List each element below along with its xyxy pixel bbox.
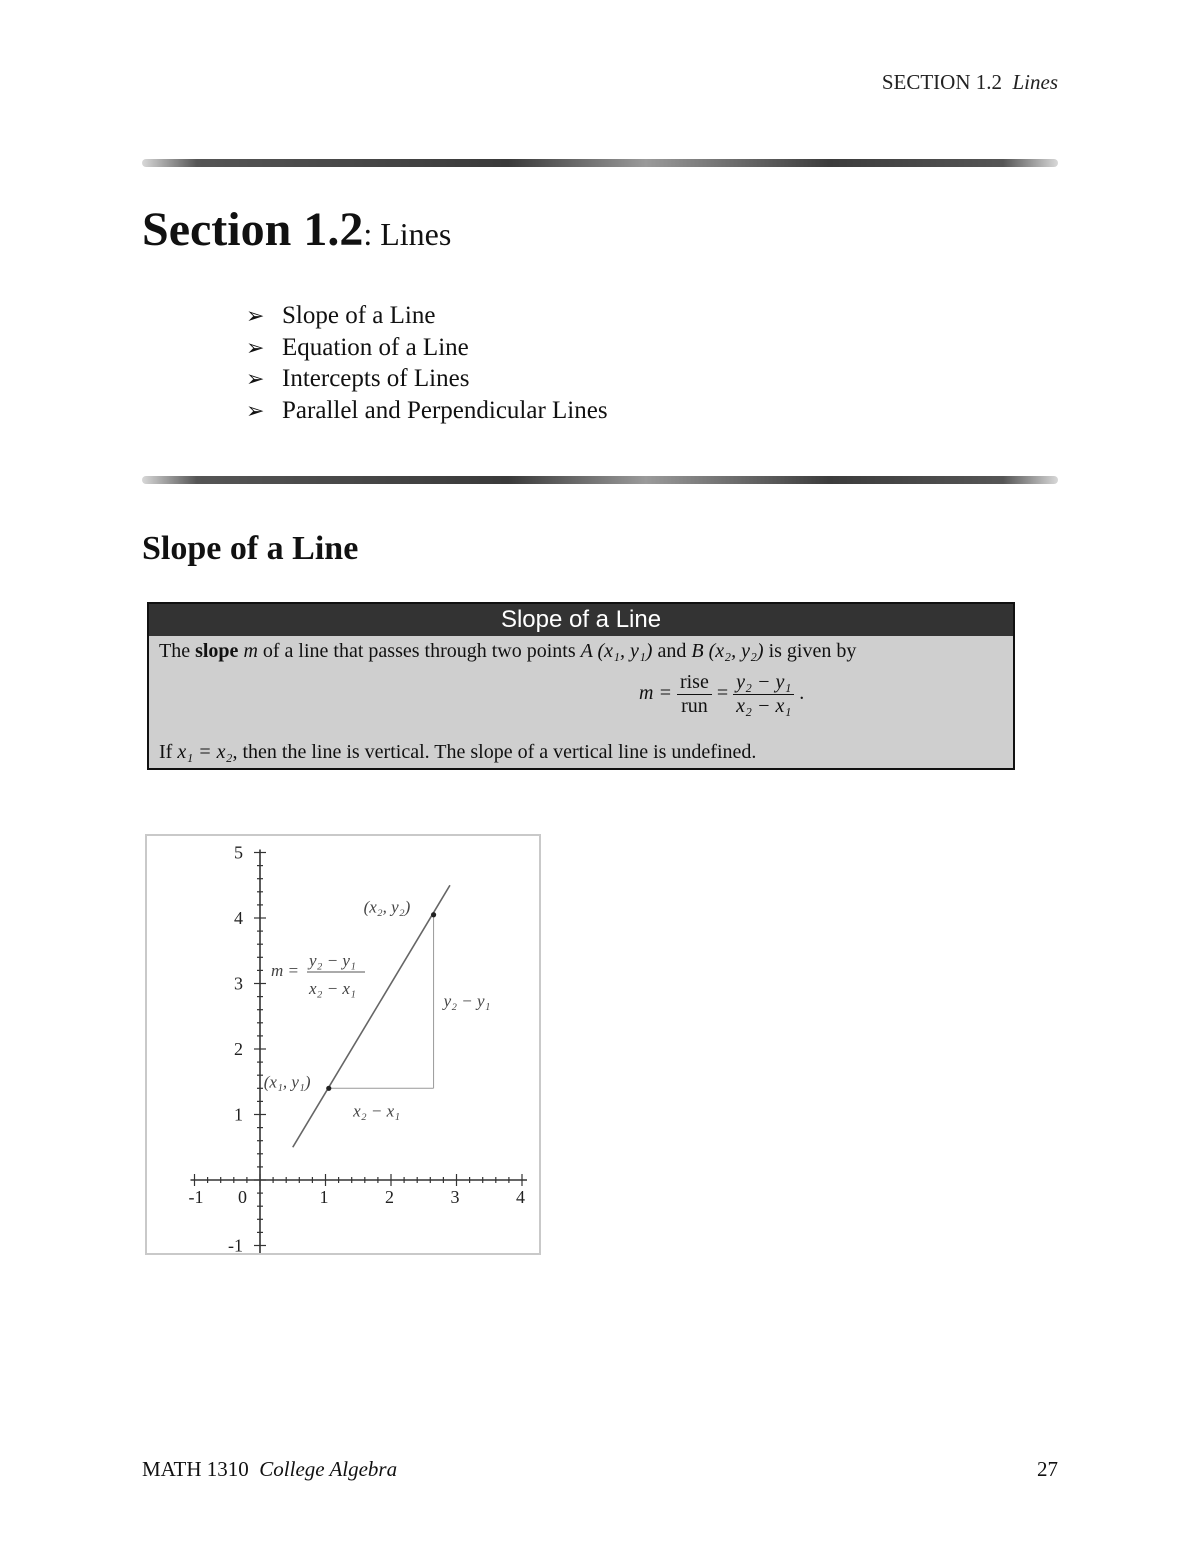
formula-rise: rise xyxy=(677,671,712,695)
point-b: B (x₂, y₂) xyxy=(691,640,764,662)
bottom-divider xyxy=(142,476,1058,484)
topic-item xyxy=(246,395,608,427)
topic-label: Parallel and Perpendicular Lines xyxy=(282,396,608,424)
chart-labels xyxy=(189,843,526,1254)
definition-variable: m xyxy=(243,640,258,662)
formula-run: run xyxy=(681,695,708,717)
x-tick-label: 4 xyxy=(516,1187,525,1207)
y-tick-label: 1 xyxy=(234,1104,243,1125)
definition-text: and xyxy=(657,640,687,662)
y-tick-label: 3 xyxy=(234,973,243,994)
slope-annotation-lhs: m = xyxy=(271,961,299,980)
arrow-bullet-icon: ➢ xyxy=(246,367,265,392)
x-tick-label: -1 xyxy=(188,1187,204,1207)
point-label: (x₂, y₂) xyxy=(363,897,411,917)
y-tick-label: -1 xyxy=(228,1235,243,1253)
definition-text: of a line that passes through two points xyxy=(262,640,576,662)
vertical-condition: x₁ = x₂ xyxy=(177,741,233,763)
definition-term: slope xyxy=(195,640,239,662)
x-tick-label: 3 xyxy=(450,1187,460,1207)
title-colon: : xyxy=(363,216,373,252)
running-head-topic: Lines xyxy=(1012,70,1058,94)
formula-period: . xyxy=(799,682,805,705)
formula-denominator: x₂ − x₁ xyxy=(736,695,792,717)
point-a: A (x₁, y₁) xyxy=(580,640,653,662)
definition-box xyxy=(147,602,1015,770)
definition-line xyxy=(159,741,756,764)
running-head-section: SECTION 1.2 xyxy=(881,70,1002,94)
definition-text: The xyxy=(159,640,191,662)
data-point xyxy=(431,912,436,917)
topic-item xyxy=(246,363,608,395)
y-tick-label: 2 xyxy=(234,1039,243,1059)
footer-course xyxy=(142,1457,397,1482)
formula-lhs: m = xyxy=(639,682,672,705)
course-title: College Algebra xyxy=(259,1457,398,1481)
x-tick-label: 0 xyxy=(238,1187,247,1207)
topic-item xyxy=(246,300,608,332)
y-tick-label: 4 xyxy=(234,908,243,928)
subsection-heading: Slope of a Line xyxy=(142,530,359,567)
y-tick-label: 5 xyxy=(234,842,243,863)
arrow-bullet-icon: ➢ xyxy=(246,335,265,361)
slope-annotation-denominator: x₂ − x₁ xyxy=(309,979,356,998)
course-code: MATH 1310 xyxy=(142,1457,249,1481)
running-head xyxy=(882,70,1058,95)
x-tick-label: 1 xyxy=(319,1187,329,1207)
definition-text: If xyxy=(159,741,173,763)
formula-numerator: y₂ − y₁ xyxy=(733,671,794,695)
slope-chart xyxy=(147,836,539,1253)
slope-figure xyxy=(145,834,541,1255)
definition-box-title: Slope of a Line xyxy=(149,604,1013,636)
definition-line xyxy=(159,640,856,663)
formula-equals: = xyxy=(716,682,729,705)
section-label: Section 1.2 xyxy=(142,203,364,256)
run-label: x₂ − x₁ xyxy=(353,1101,401,1121)
topic-label: Slope of a Line xyxy=(282,302,436,329)
data-point xyxy=(326,1086,331,1091)
arrow-bullet-icon: ➢ xyxy=(246,398,265,424)
difference-quotient xyxy=(733,671,794,718)
rise-over-run xyxy=(677,671,712,718)
topic-label: Intercepts of Lines xyxy=(282,365,470,392)
section-title xyxy=(142,202,451,257)
point-label: (x₁, y₁) xyxy=(263,1072,311,1092)
x-tick-label: 2 xyxy=(385,1187,394,1207)
section-topic: Lines xyxy=(380,216,452,252)
topic-label: Equation of a Line xyxy=(282,333,469,361)
slope-formula xyxy=(639,671,804,718)
rise-label: y₂ − y₁ xyxy=(443,991,491,1011)
page-number: 27 xyxy=(1037,1457,1058,1481)
topic-list xyxy=(246,300,608,426)
topic-item xyxy=(246,332,608,364)
arrow-bullet-icon: ➢ xyxy=(246,304,265,329)
top-divider xyxy=(142,159,1058,167)
definition-text: , then the line is vertical. The slope of a vertical line is undefined. xyxy=(232,741,757,763)
slope-annotation-numerator: y₂ − y₁ xyxy=(309,951,356,970)
definition-text: is given by xyxy=(768,640,857,662)
